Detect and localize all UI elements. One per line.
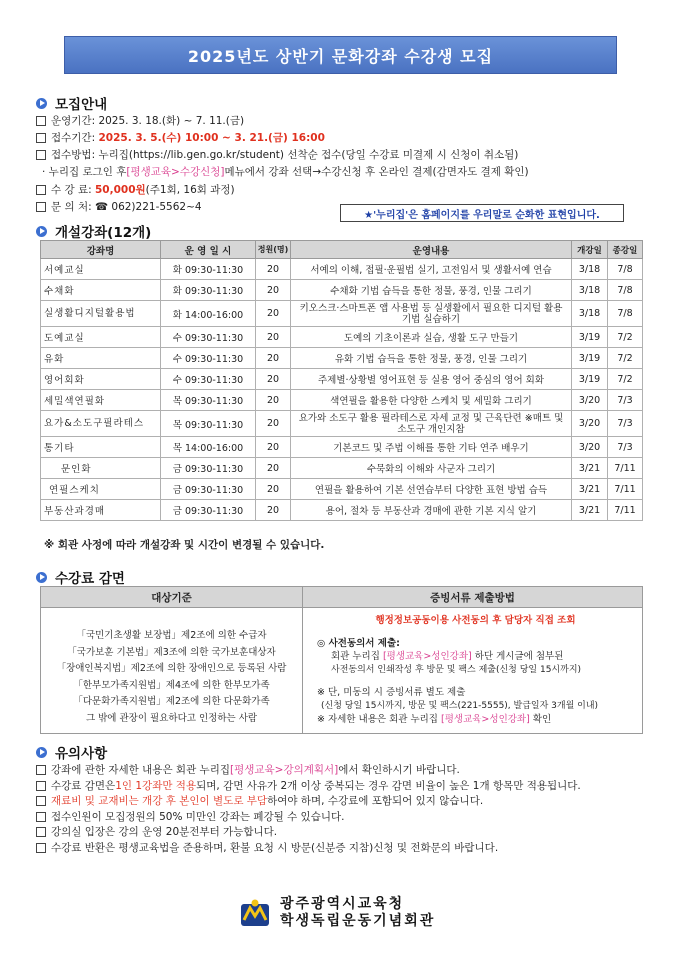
course-capacity: 20 <box>256 390 291 411</box>
notice-6: 수강료 반환은 평생교육법을 준용하며, 환불 요청 시 방문(신분증 지참)신청 및 전화문의 바랍니다. <box>51 841 499 854</box>
course-name: 연필스케치 <box>41 479 161 500</box>
checkbox-icon <box>36 827 46 837</box>
fee-proof-line4: (신청 당일 15시까지, 방문 및 팩스(221-5555), 발급일자 3개월 이내) <box>321 700 599 711</box>
footer-org-2: 학생독립운동기념회관 <box>280 913 436 929</box>
course-end: 7/2 <box>608 327 643 348</box>
course-end: 7/2 <box>608 369 643 390</box>
course-end: 7/8 <box>608 301 643 327</box>
guide-period-text: 운영기간: 2025. 3. 18.(화) ~ 7. 11.(금) <box>51 115 245 127</box>
course-table-header <box>41 241 643 259</box>
notice-item <box>36 763 581 777</box>
checkbox-icon <box>36 765 46 775</box>
section-fee-title: 수강료 감면 <box>55 571 125 587</box>
course-end: 7/8 <box>608 259 643 280</box>
fee-proof-head: ◎ 사전동의서 제출: <box>317 637 400 649</box>
course-capacity: 20 <box>256 301 291 327</box>
guide-fee <box>36 183 529 197</box>
section-fee-heading <box>36 567 125 587</box>
course-content: 수채화 기법 습득을 통한 정물, 풍경, 인물 그리기 <box>291 280 572 301</box>
notice-5: 강의실 입장은 강의 운영 20분전부터 가능합니다. <box>51 826 278 838</box>
fee-table <box>40 586 643 734</box>
table-row <box>41 280 643 301</box>
course-start: 3/20 <box>572 437 608 458</box>
section-courses-title: 개설강좌(12개) <box>55 225 152 241</box>
guide-sub-menu: [평생교육>수강신청] <box>126 166 225 178</box>
section-bullet-icon <box>36 572 47 583</box>
course-name: 실생활디지털활용법 <box>41 301 161 327</box>
checkbox-icon <box>36 812 46 822</box>
col-start: 개강일 <box>572 241 608 259</box>
section-notice-heading <box>36 742 107 762</box>
course-time: 화 14:00-16:00 <box>161 301 256 327</box>
notice-item <box>36 825 581 839</box>
course-time: 금 09:30-11:30 <box>161 479 256 500</box>
guide-sub-a: · 누리집 로그인 후 <box>42 166 127 178</box>
notice-list <box>36 763 581 856</box>
guide-sub-b: 메뉴에서 강좌 선택→수강신청 후 온라인 결제(감면자도 결제 확인) <box>224 166 529 178</box>
course-time: 목 09:30-11:30 <box>161 390 256 411</box>
course-content: 연필을 활용하여 기본 선연습부터 다양한 표현 방법 습득 <box>291 479 572 500</box>
guide-apply-label: 접수기간: <box>51 132 96 144</box>
fee-proof-5a: ※ 자세한 내용은 회관 누리집 <box>317 714 442 725</box>
guide-apply-value: 2025. 3. 5.(수) 10:00 ~ 3. 21.(금) 16:00 <box>98 132 325 144</box>
notice-item <box>36 841 581 855</box>
fee-table-header <box>41 587 643 608</box>
course-name: 요가&소도구필라테스 <box>41 411 161 437</box>
course-name: 서예교실 <box>41 259 161 280</box>
guide-fee-rest: (주1회, 16회 과정) <box>145 184 235 196</box>
fee-target-item: 「장애인복지법」제2조에 의한 장애인으로 등록된 사람 <box>56 663 287 674</box>
course-name: 부동산과경매 <box>41 500 161 521</box>
fee-target-item: 「한부모가족지원법」제4조에 의한 한부모가족 <box>73 679 270 691</box>
course-end: 7/8 <box>608 280 643 301</box>
course-start: 3/20 <box>572 390 608 411</box>
checkbox-icon <box>36 781 46 791</box>
course-content: 수묵화의 이해와 사군자 그리기 <box>291 458 572 479</box>
course-end: 7/3 <box>608 437 643 458</box>
course-content: 색연필을 활용한 다양한 스케치 및 세밀화 그리기 <box>291 390 572 411</box>
fee-target-item: 「국가보훈 기본법」제3조에 의한 국가보훈대상자 <box>67 646 276 658</box>
fee-proof-line1 <box>317 650 634 664</box>
course-capacity: 20 <box>256 411 291 437</box>
table-row <box>41 259 643 280</box>
section-bullet-icon <box>36 747 47 758</box>
fee-proof-5b: [평생교육>성인강좌] <box>441 714 530 725</box>
table-row <box>41 327 643 348</box>
checkbox-icon <box>36 133 46 143</box>
course-footnote: ※ 회관 사정에 따라 개설강좌 및 시간이 변경될 수 있습니다. <box>44 539 325 551</box>
fee-proof-title: 행정정보공동이용 사전동의 후 담당자 직접 조회 <box>375 615 576 626</box>
checkbox-icon <box>36 796 46 806</box>
course-capacity: 20 <box>256 437 291 458</box>
course-time: 금 09:30-11:30 <box>161 500 256 521</box>
fee-proof-1b: [평생교육>성인강좌] <box>382 651 472 662</box>
course-name: 유화 <box>41 348 161 369</box>
course-time: 수 09:30-11:30 <box>161 327 256 348</box>
course-name: 문인화 <box>41 458 161 479</box>
course-end: 7/2 <box>608 348 643 369</box>
notice-2c: 되며, 감면 사유가 2개 이상 중복되는 경우 감면 비율이 높은 1개 항목만 적용됩니다. <box>196 779 581 792</box>
fee-proof-1c: 하단 게시글에 첨부된 <box>471 651 564 662</box>
course-name: 수채화 <box>41 280 161 301</box>
course-time: 금 09:30-11:30 <box>161 458 256 479</box>
fee-targets <box>41 608 303 734</box>
notice-item <box>36 779 581 793</box>
course-capacity: 20 <box>256 458 291 479</box>
course-capacity: 20 <box>256 259 291 280</box>
section-courses-heading <box>36 221 151 241</box>
notice-item <box>36 794 581 808</box>
course-capacity: 20 <box>256 479 291 500</box>
notice-4: 접수인원이 모집정원의 50% 미만인 강좌는 폐강될 수 있습니다. <box>51 810 345 823</box>
checkbox-icon <box>36 150 46 160</box>
fee-target-item: 「국민기초생활 보장법」제2조에 의한 수급자 <box>76 630 267 641</box>
col-time: 운 영 일 시 <box>161 241 256 259</box>
course-capacity: 20 <box>256 369 291 390</box>
course-start: 3/19 <box>572 348 608 369</box>
table-row <box>41 500 643 521</box>
nurijip-note: ★'누리집'은 홈페이지를 우리말로 순화한 표현입니다. <box>340 204 624 222</box>
col-content: 운영내용 <box>291 241 572 259</box>
guide-method <box>36 148 529 162</box>
checkbox-icon <box>36 843 46 853</box>
section-guide-heading <box>36 93 107 113</box>
notice-1b: [평생교육>강의계획서] <box>229 764 339 776</box>
course-start: 3/18 <box>572 259 608 280</box>
fee-target-item: 그 밖에 관장이 필요하다고 인정하는 사람 <box>85 712 258 724</box>
fee-proof <box>303 608 643 734</box>
checkbox-icon <box>36 185 46 195</box>
course-content: 요가와 소도구 활용 필라테스로 자세 교정 및 근육단련 ※매트 및 소도구 개인지참 <box>291 411 572 437</box>
checkbox-icon <box>36 202 46 212</box>
guide-fee-value: 50,000원 <box>95 184 146 196</box>
course-capacity: 20 <box>256 327 291 348</box>
guide-contact-text: 문 의 처: ☎ 062)221-5562~4 <box>51 201 202 213</box>
course-content: 도예의 기초이론과 실습, 생활 도구 만들기 <box>291 327 572 348</box>
footer-org-1: 광주광역시교육청 <box>280 896 405 912</box>
section-bullet-icon <box>36 226 47 237</box>
course-start: 3/21 <box>572 500 608 521</box>
checkbox-icon <box>36 116 46 126</box>
col-proof: 증빙서류 제출방법 <box>303 587 643 608</box>
table-row <box>41 369 643 390</box>
course-start: 3/20 <box>572 411 608 437</box>
course-capacity: 20 <box>256 348 291 369</box>
course-name: 도예교실 <box>41 327 161 348</box>
emblem-icon <box>240 898 270 928</box>
notice-3b: 하여야 하며, 수강료에 포함되어 있지 않습니다. <box>267 795 484 807</box>
fee-proof-line5 <box>317 713 634 727</box>
course-time: 화 09:30-11:30 <box>161 280 256 301</box>
course-start: 3/19 <box>572 369 608 390</box>
table-row <box>41 411 643 437</box>
guide-period <box>36 114 529 128</box>
course-start: 3/21 <box>572 458 608 479</box>
notice-2b: 1인 1강좌만 적용 <box>115 779 197 792</box>
fee-proof-line3: ※ 단, 미동의 시 증빙서류 별도 제출 <box>317 687 466 698</box>
table-row <box>41 301 643 327</box>
course-table <box>40 240 643 521</box>
notice-2a: 수강료 감면은 <box>51 779 116 792</box>
course-start: 3/21 <box>572 479 608 500</box>
col-name: 강좌명 <box>41 241 161 259</box>
table-row <box>41 437 643 458</box>
course-name: 영어회화 <box>41 369 161 390</box>
col-end: 종강일 <box>608 241 643 259</box>
course-time: 수 09:30-11:30 <box>161 348 256 369</box>
notice-1a: 강좌에 관한 자세한 내용은 회관 누리집 <box>51 764 230 776</box>
course-content: 서예의 이해, 접필·운필법 실기, 고전임서 및 생활서예 연습 <box>291 259 572 280</box>
course-capacity: 20 <box>256 280 291 301</box>
course-content: 기본코드 및 주법 이해를 통한 기타 연주 배우기 <box>291 437 572 458</box>
section-guide-title: 모집안내 <box>55 97 108 113</box>
course-end: 7/11 <box>608 500 643 521</box>
course-content: 주제별·상황별 영어표현 등 실용 영어 중심의 영어 회화 <box>291 369 572 390</box>
course-end: 7/11 <box>608 479 643 500</box>
guide-list <box>36 114 529 214</box>
guide-fee-label: 수 강 료: <box>51 184 92 196</box>
col-target: 대상기준 <box>41 587 303 608</box>
course-end: 7/11 <box>608 458 643 479</box>
fee-table-body <box>41 608 643 734</box>
section-notice-title: 유의사항 <box>55 746 108 762</box>
fee-proof-line2: 사전동의서 인쇄작성 후 방문 및 팩스 제출(신청 당일 15시까지) <box>331 664 582 675</box>
course-content: 키오스크·스마트폰 앱 사용법 등 실생활에서 필요한 디지털 활용 기법 실습하기 <box>291 301 572 327</box>
guide-method-sub <box>36 165 529 179</box>
table-row <box>41 458 643 479</box>
guide-apply <box>36 131 529 145</box>
table-row <box>41 390 643 411</box>
fee-target-item: 「다문화가족지원법」제2조에 의한 다문화가족 <box>73 696 270 707</box>
notice-1c: 에서 확인하시기 바랍니다. <box>338 764 460 776</box>
course-time: 목 09:30-11:30 <box>161 411 256 437</box>
course-capacity: 20 <box>256 500 291 521</box>
fee-proof-1a: 회관 누리집 <box>331 651 383 662</box>
course-content: 용어, 절차 등 부동산과 경매에 관한 기본 지식 알기 <box>291 500 572 521</box>
fee-proof-5c: 확인 <box>529 714 552 725</box>
col-capacity: 정원(명) <box>256 241 291 259</box>
course-content: 유화 기법 습득을 통한 정물, 풍경, 인물 그리기 <box>291 348 572 369</box>
course-start: 3/18 <box>572 301 608 327</box>
guide-method-text: 접수방법: 누리집(https://lib.gen.go.kr/student) 선착순 접수(당일 수강료 미결제 시 신청이 취소됨) <box>51 149 519 161</box>
course-name: 통기타 <box>41 437 161 458</box>
course-start: 3/18 <box>572 280 608 301</box>
course-start: 3/19 <box>572 327 608 348</box>
course-time: 화 09:30-11:30 <box>161 259 256 280</box>
section-bullet-icon <box>36 98 47 109</box>
page-title: 2025년도 상반기 문화강좌 수강생 모집 <box>64 36 617 74</box>
course-end: 7/3 <box>608 390 643 411</box>
table-row <box>41 348 643 369</box>
notice-3a: 재료비 및 교재비는 개강 후 본인이 별도로 부담 <box>51 795 268 807</box>
course-time: 목 14:00-16:00 <box>161 437 256 458</box>
notice-item <box>36 810 581 824</box>
course-end: 7/3 <box>608 411 643 437</box>
table-row <box>41 479 643 500</box>
course-name: 세밀색연필화 <box>41 390 161 411</box>
course-time: 수 09:30-11:30 <box>161 369 256 390</box>
footer-logo <box>240 895 470 931</box>
